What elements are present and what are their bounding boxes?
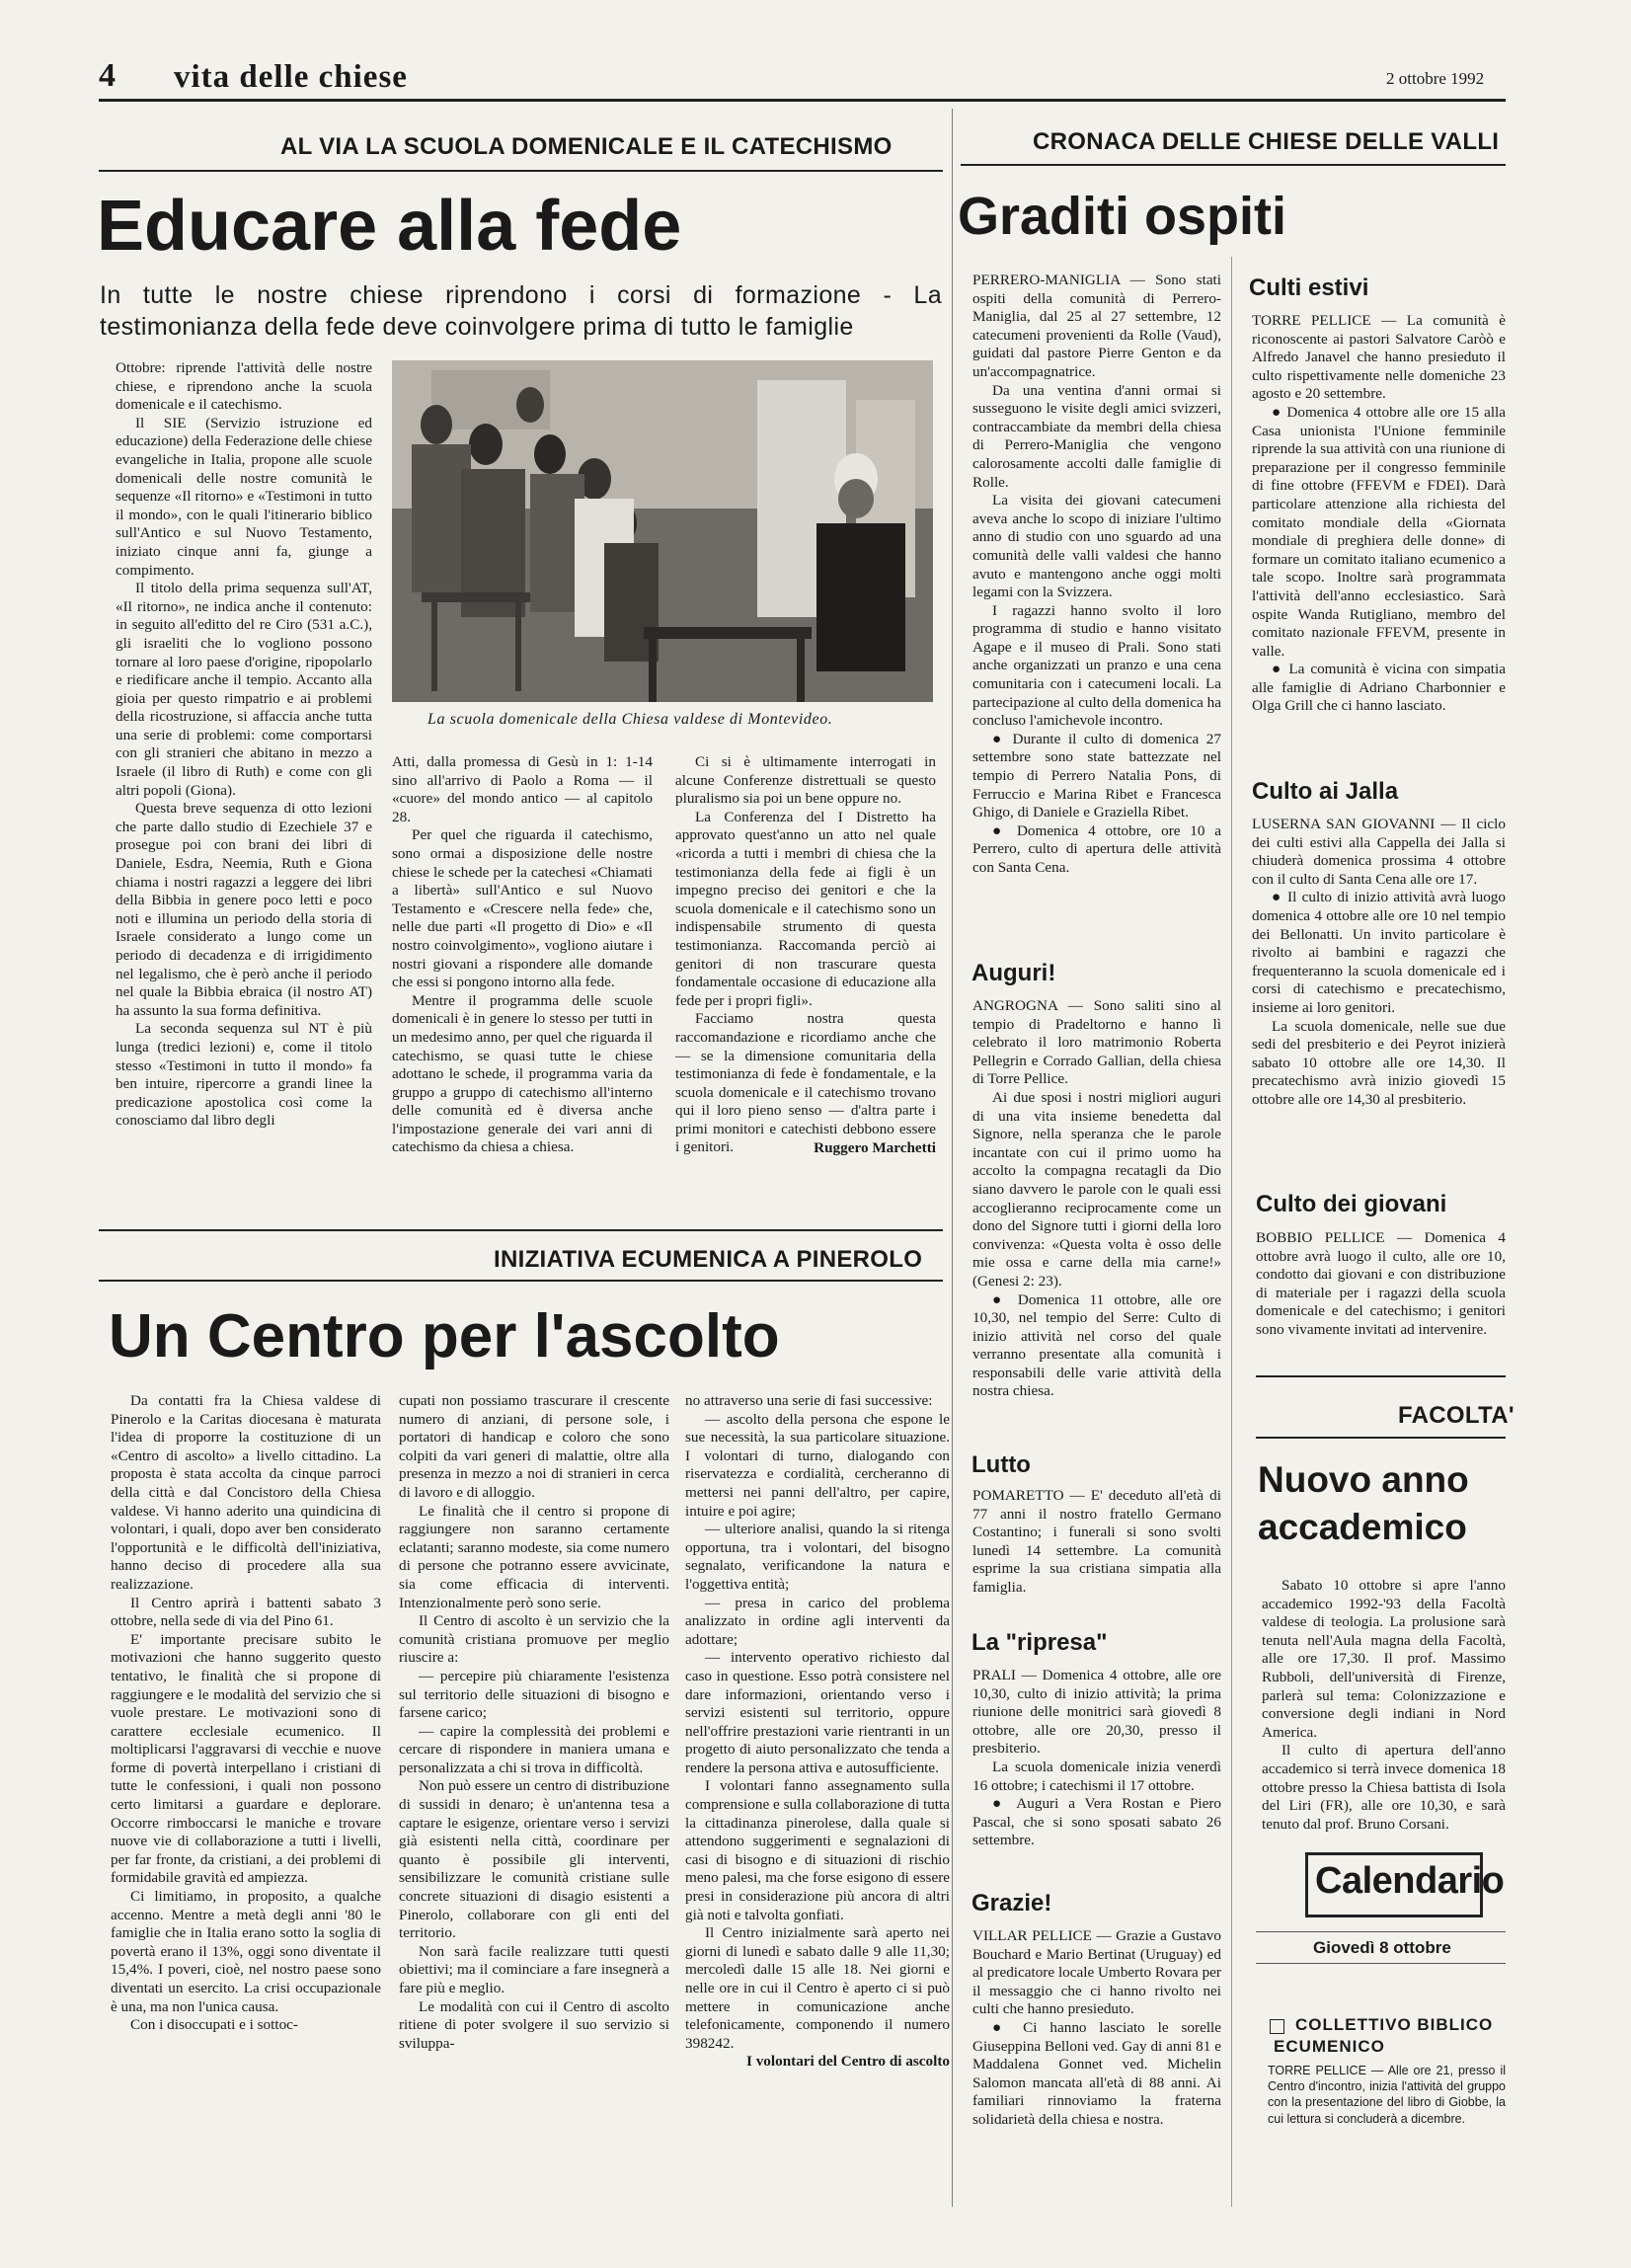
paragraph: cupati non possiamo trascurare il crescente numero di anziani, di persone sole, i portatori di handicap e coloro che sono colpiti da vari generi di malattie, oltre alla presenza in mezzo a noi di stranieri in cerca di lavoro e di alloggio.: [399, 1392, 669, 1501]
culti-text: [1252, 312, 1506, 716]
calendario-date: Giovedì 8 ottobre: [1313, 1938, 1451, 1957]
paragraph: Ai due sposi i nostri migliori auguri di una vita insieme benedetta dal Signore, nella speranza che le parole incantate con cui il primo uomo ha accolto la compagna recatagli da Dio siano davvero le parole con le quali essi accoglieranno reciprocamente come un dono del Signore tutti i giorni della loro convivenza: «Questa volta è osso delle mie ossa e carne della mia carne!» (Genesi 2: 23).: [972, 1088, 1221, 1290]
paragraph: PERRERO-MANIGLIA — Sono stati ospiti della comunità di Perrero-Maniglia, dal 25 al 27 settembre, 12 catecumeni provenienti da Rolle (Vaud), guidati dal pastore Pierre Genton e da un'accompagnatrice.: [972, 272, 1221, 380]
centro-col1: [111, 1392, 381, 2035]
paragraph: Le modalità con cui il Centro di ascolto ritiene di poter svolgere il suo servizio si sviluppa-: [399, 1997, 669, 2052]
paragraph: Il Centro di ascolto è un servizio che la comunità cristiana promuove per meglio riuscire a:: [399, 1612, 669, 1667]
centro-col2: [399, 1392, 669, 2053]
paragraph: La scuola domenicale, nelle sue due sedi del presbiterio e dei Peyrot inizierà sabato 10 ottobre alle ore 14,30. Il precatechismo avrà inizio giovedì 15 ottobre alle ore 14,30 al presbiterio.: [1252, 1017, 1506, 1108]
ripresa-text: [972, 1667, 1221, 1850]
paragraph: Il culto di apertura dell'anno accademico si terrà invece domenica 18 ottobre presso la Chiesa battista di Isola del Liri (FR), alle ore 10,30, e sarà tenuto dal prof. Bruno Corsani.: [1262, 1742, 1506, 1833]
paragraph: no attraverso una serie di fasi successive:: [685, 1392, 933, 1409]
giovani-text: [1256, 1229, 1506, 1340]
paragraph: Atti, dalla promessa di Gesù in 1: 1-14 sino all'arrivo di Paolo a Roma — il «cuore» del mondo antico — al capitolo 28.: [392, 753, 653, 825]
paragraph: Ci si è ultimamente interrogati in alcune Conferenze distrettuali se questo pluralismo sia poi un bene oppure no.: [675, 753, 936, 808]
paragraph: ● Auguri a Vera Rostan e Piero Pascal, che si sono sposati sabato 26 settembre.: [972, 1795, 1221, 1849]
paragraph: — ulteriore analisi, quando la si ritenga opportuna, tra i volontari, del bisogno segnalato, verificandone la natura e l'oggettiva entità;: [685, 1521, 950, 1593]
paragraph: — ascolto della persona che espone le sue necessità, la sua particolare situazione. I volontari di turno, dialogando con riservatezza e cordialità, cercheranno di mettersi nei panni dell'altro, per capire, intuire e poi agire;: [685, 1410, 950, 1520]
facolta-top-rule: [1256, 1375, 1506, 1377]
paragraph: Il SIE (Servizio istruzione ed educazione) della Federazione delle chiese evangeliche in Italia, propone alle scuole domenicali delle nostre comunità le sequenze «Il ritorno» e «Testimoni in tutto il mondo», con le quali l'itinerario biblico sull'Antico e sul Nuovo Testamento, iniziato cinque anni fa, giunge a compimento.: [116, 414, 372, 579]
paragraph: Il Centro aprirà i battenti sabato 3 ottobre, nella sede di via del Pino 61.: [111, 1594, 381, 1630]
photo-caption: La scuola domenicale della Chiesa valdese di Montevideo.: [427, 711, 833, 728]
centro-kicker-rule: [99, 1280, 943, 1282]
facolta-kicker: FACOLTA': [1398, 1402, 1514, 1429]
calendario-date-rule: [1256, 1963, 1506, 1964]
facolta-kicker-rule: [1256, 1437, 1506, 1439]
giovani-heading: Culto dei giovani: [1256, 1191, 1447, 1217]
graditi-text: [972, 272, 1221, 878]
calendario-event-title-2: ECUMENICO: [1274, 2037, 1385, 2056]
auguri-heading: Auguri!: [971, 960, 1056, 986]
centro-kicker: INIZIATIVA ECUMENICA A PINEROLO: [494, 1246, 923, 1273]
paragraph: Da una ventina d'anni ormai si susseguono le visite degli amici svizzeri, contraccambiate da membri della chiesa di Perrero-Maniglia che vengono calorosamente accolti dalle famiglie di Rolle.: [972, 381, 1221, 491]
paragraph: POMARETTO — E' deceduto all'età di 77 anni il nostro fratello Germano Costantino; i funerali si sono svolti lunedì 14 settembre. La comunità esprime la sua cristiana simpatia alla famiglia.: [972, 1487, 1221, 1596]
ripresa-heading: La "ripresa": [971, 1629, 1108, 1656]
left-kicker: AL VIA LA SCUOLA DOMENICALE E IL CATECHISMO: [280, 133, 893, 160]
paragraph: ● Domenica 4 ottobre alle ore 15 alla Casa unionista l'Unione femminile riprende la sua attività con una riunione di preparazione per il congresso femminile di fine ottobre (FFEVM e FDEI). Darà particolare attenzione alla richiesta del comitato mondiale della «Giornata mondiale di preghiera delle donne» di formare un comitato italiano ecumenico a tale scopo. Inoltre sarà programmata l'attività dell'anno ecclesiastico. Sarà ospite Wanda Rutigliano, membro del comitato nazionale FFEVM, presente in valle.: [1252, 403, 1506, 660]
paragraph: Questa breve sequenza di otto lezioni che parte dallo studio di Ezechiele 37 e prosegue poi con brani dei libri di Daniele, Esdra, Neemia, Ruth e Giona chiama i nostri ragazzi a leggere dei libri della Bibbia in genere poco letti e poco noti e illumina un periodo della storia di Israele considerato a lungo come un periodo di decadenza e di irrigidimento nel legalismo, che è però anche il periodo nel quale la Bibbia ebraica (il nostro AT) ha assunto la sua forma definitiva.: [116, 800, 372, 1019]
column-divider: [1231, 257, 1232, 2207]
issue-date: 2 ottobre 1992: [1386, 69, 1485, 88]
page-number: 4: [99, 57, 116, 94]
paragraph: La visita dei giovani catecumeni aveva anche lo scopo di iniziare l'ultimo anno di studio con uno sguardo ad una comunità delle valli valdesi che hanno avuto e mantengono anche oggi molti legami con la Svizzera.: [972, 492, 1221, 601]
column-divider: [952, 109, 953, 2207]
paragraph: Il Centro inizialmente sarà aperto nei giorni di lunedì e sabato dalle 9 alle 11,30; mercoledì dalle 15 alle 18. Nei giorni e nelle ore in cui il Centro è aperto ci si può mettere in comunicazione anche telefonicamente, componendo il numero 398242.: [685, 1924, 950, 2052]
centro-headline: Un Centro per l'ascolto: [109, 1302, 780, 1370]
paragraph: PRALI — Domenica 4 ottobre, alle ore 10,30, culto di inizio attività; la prima riunione delle monitrici sarà giovedì 8 ottobre, alle ore 20,30, presso il presbiterio.: [972, 1667, 1221, 1758]
facolta-text: [1262, 1577, 1506, 1834]
jalla-heading: Culto ai Jalla: [1252, 778, 1399, 805]
right-kicker: CRONACA DELLE CHIESE DELLE VALLI: [1033, 128, 1500, 155]
paragraph: ANGROGNA — Sono saliti sino al tempio di Pradeltorno e hanno lì celebrato il loro matrimonio Roberta Pellegrin e Corrado Gallian, della chiesa di Torre Pellice.: [972, 997, 1221, 1088]
paragraph: Per quel che riguarda il catechismo, sono ormai a disposizione delle nostre chiese le schede per la catechesi «Chiamati a libertà» sull'Antico e sul Nuovo Testamento e «Crescere nella fede» che, nelle due parti «Il progetto di Dio» e «Il nostro coinvolgimento», vogliono aiutare i nostri giovani a rispondere alle domande che essi si pongono intorno alla fede.: [392, 826, 653, 991]
right-headline: Graditi ospiti: [958, 187, 1287, 246]
right-kicker-rule: [961, 164, 1506, 166]
paragraph: Non può essere un centro di distribuzione di sussidi in denaro; è un'antenna tesa a captare le esigenze, orientare verso i servizi già esistenti nella città, coordinare per quanto è possibile gli interventi, sensibilizzare le comunità cristiane sulle concrete situazioni di disagio esistenti a Pinerolo, collaborare con gli enti del territorio.: [399, 1777, 669, 1942]
paragraph: — capire la complessità dei problemi e cercare di rispondere in maniera umana e personalizzata a chi si trova in difficoltà.: [399, 1722, 669, 1776]
paragraph: Il titolo della prima sequenza sull'AT, «Il ritorno», ne indica anche il contenuto: in seguito all'editto del re Ciro (531 a.C.), gli israeliti che lo vogliono possono tornare al loro paese d'origine, ripopolarlo e riedificare anche il tempio. Accanto alla gioia per questo rimpatrio e ai problemi della ricostruzione, si affaccia anche tutta una serie di problemi: come comportarsi con gli stranieri che abitano in mezzo a Israele (il libro di Ruth) e come con gli altri popoli (Giona).: [116, 580, 372, 799]
centro-top-rule: [99, 1229, 943, 1231]
jalla-text: [1252, 816, 1506, 1110]
paragraph: ● Domenica 11 ottobre, alle ore 10,30, nel tempio del Serre: Culto di inizio attività nel corso del quale verranno presentate alla comunità i responsabili delle varie attività della nostra chiesa.: [972, 1290, 1221, 1400]
paragraph: Da contatti fra la Chiesa valdese di Pinerolo e la Caritas diocesana è maturata l'idea di proporre la costituzione di un «Centro di ascolto» a livello cittadino. La proposta è stata accolta da cinque parroci della città e dal Concistoro della Chiesa valdese. Vi hanno aderito una quindicina di volontari, i quali, dopo aver ben considerato l'opportunità e le difficoltà dell'iniziativa, hanno deciso di procedere alla sua realizzazione.: [111, 1392, 381, 1593]
paragraph: La seconda sequenza sul NT è più lunga (tredici lezioni) e, come il titolo stesso «Testimoni in tutto il mondo» fa ben intuire, ripercorre a grandi linee la predicazione apostolica così come la conosciamo dal libro degli: [116, 1020, 372, 1130]
paragraph: ● Ci hanno lasciato le sorelle Giuseppina Belloni ved. Gay di anni 81 e Maddalena Gonnet ved. Michelin Salomon mancata all'età di 88 anni. Ai familiari rinnoviamo la fraterna solidarietà della chiesa e nostra.: [972, 2018, 1221, 2128]
checkbox-icon: [1270, 2019, 1284, 2034]
left-headline: Educare alla fede: [97, 187, 682, 266]
paragraph: Con i disoccupati e i sottoc-: [130, 2016, 298, 2034]
author-signature: Ruggero Marchetti: [814, 1139, 936, 1157]
left-kicker-rule: [99, 170, 943, 172]
paragraph: Mentre il programma delle scuole domenicali è in genere lo stesso per tutti in un medesimo anno, per quel che riguarda il catechismo, se quasi tutte le chiese adottano le schede, il programma varia da gruppo a gruppo di catechismo all'interno delle comunità ed è diversa anche l'impostazione generale dei vari anni di catechismo da chiesa a chiesa.: [392, 991, 653, 1156]
paragraph: ● La comunità è vicina con simpatia alle famiglie di Adriano Charbonnier e Olga Grill che ci hanno lasciato.: [1252, 661, 1506, 715]
paragraph: LUSERNA SAN GIOVANNI — Il ciclo dei culti estivi alla Cappella dei Jalla si chiuderà domenica prossima 4 ottobre con il culto di Santa Cena alle ore 17.: [1252, 816, 1506, 888]
paragraph: Le finalità che il centro si propone di raggiungere non saranno certamente eclatanti; saranno modeste, sia come numero di persone che potranno essere avvicinate, sia come efficacia di interventi. Intenzionalmente però sono serie.: [399, 1502, 669, 1611]
culti-heading: Culti estivi: [1249, 274, 1369, 301]
paragraph: VILLAR PELLICE — Grazie a Gustavo Bouchard e Mario Bertinat (Uruguay) ed al predicatore locale Umberto Rovara per il messaggio che ci hanno rivolto nei culti che hanno presieduto.: [972, 1927, 1221, 2018]
section-title: vita delle chiese: [174, 59, 408, 95]
paragraph: ● Durante il culto di domenica 27 settembre sono state battezzate nel tempio di Perrero Natalia Pons, di Ferruccio e Marina Ribet e Francesca Ghigo, di Daniele e Graziella Ribet.: [972, 730, 1221, 821]
grazie-text: [972, 1927, 1221, 2130]
paragraph: Sabato 10 ottobre si apre l'anno accademico 1992-'93 della Facoltà valdese di teologia. La prolusione sarà tenuta nell'Aula magna della Facoltà, alle ore 17,30. Il prof. Massimo Rubboli, dell'università di Firenze, parlerà sul tema: Colonizzazione e conversione degli indiani in Nord America.: [1262, 1577, 1506, 1741]
calendario-event-title-1: COLLETTIVO BIBLICO: [1295, 2015, 1494, 2034]
left-col3: [675, 753, 936, 1158]
paragraph: Facciamo nostra questa raccomandazione e ricordiamo anche che — se la dimensione comunitaria della testimonianza di fede è fondamentale, e la scuola domenicale e il catechismo trovano qui il loro pieno senso — d'altra parte i primi monitori e catechisti debbono essere i genitori.: [675, 1010, 936, 1156]
news-photo: [392, 360, 933, 702]
paragraph: TORRE PELLICE — La comunità è riconoscente ai pastori Salvatore Caròò e Alfredo Janavel che hanno presieduto il culto rispettivamente nelle domeniche 23 agosto e 20 settembre.: [1252, 312, 1506, 403]
lutto-text: [972, 1487, 1221, 1598]
paragraph: — intervento operativo richiesto dal caso in questione. Esso potrà consistere nel dare informazioni, orientando verso i servizi esistenti sul territorio, oppure nell'offrire prestazioni varie rientranti in un progetto di aiuto personalizzato che tenda a rendere la persona attiva e autosufficiente.: [685, 1649, 950, 1776]
grazie-heading: Grazie!: [971, 1890, 1052, 1916]
paragraph: I ragazzi hanno svolto il loro programma di studio e hanno visitato Agape e il museo di Prali. Sono stati anche organizzati un pranzo e una cena comunitaria con i catecumeni locali. La partecipazione al culto della domenica ha concluso l'amichevole incontro.: [972, 601, 1221, 730]
paragraph: La scuola domenicale inizia venerdì 16 ottobre; i catechismi il 17 ottobre.: [972, 1758, 1221, 1794]
paragraph: La Conferenza del I Distretto ha approvato quest'anno un atto nel quale «ricorda a tutti i membri di chiesa che la testimonianza della fede ai figli è un impegno preciso dei genitori e che la scuola domenicale e il catechismo sono un indispensabile strumento di questa testimonianza. Raccomanda perciò ai genitori di non trascurare questa fondamentale occasione di educazione alla fede per i propri figli».: [675, 808, 936, 1009]
calendario-rule: [1256, 1931, 1506, 1932]
paragraph: ● Domenica 4 ottobre, ore 10 a Perrero, culto di apertura delle attività con Santa Cena.: [972, 821, 1221, 876]
paragraph: Non sarà facile realizzare tutti questi obiettivi; ma il cominciare a fare insegnerà a fare più e meglio.: [399, 1942, 669, 1996]
left-deck: In tutte le nostre chiese riprendono i corsi di formazione - La testimonianza della fede deve coinvolgere prima di tutto le famiglie: [100, 281, 942, 341]
auguri-text: [972, 997, 1221, 1401]
lutto-heading: Lutto: [971, 1451, 1031, 1478]
paragraph: ● Il culto di inizio attività avrà luogo domenica 4 ottobre alle ore 10 nel tempio dei Bellonatti. Un invito particolare è rivolto ai bambini e ragazzi che frequenteranno la scuola domenicale ed i corsi di catechismo e precatechismo, insieme ai loro genitori.: [1252, 889, 1506, 1016]
left-col2: [392, 753, 653, 1157]
calendario-title: Calendario: [1315, 1860, 1505, 1902]
paragraph: Ci limitiamo, in proposito, a qualche accenno. Mentre a metà degli anni '80 le famiglie che in Italia erano sotto la soglia di povertà erano il 13%, oggi sono diventate il 15,4%. I poveri, cioè, nel nostro paese sono diventati un esercito. La crisi occupazionale è una, ma non l'unica causa.: [111, 1888, 381, 2015]
paragraph: — percepire più chiaramente l'esistenza sul territorio delle situazioni di bisogno e farsene carico;: [399, 1667, 669, 1722]
classroom-photo-illustration: [392, 360, 933, 702]
facolta-headline-line1: Nuovo anno: [1258, 1459, 1469, 1500]
paragraph: BOBBIO PELLICE — Domenica 4 ottobre avrà luogo il culto, alle ore 10, condotto dai giovani e con distribuzione di materiale per i ragazzi della scuola domenicale e del catechismo; i genitori sono vivamente invitati ad intervenire.: [1256, 1229, 1506, 1338]
calendario-event-text: TORRE PELLICE — Alle ore 21, presso il Centro d'incontro, inizia l'attività del gruppo con la presentazione del libro di Giobbe, la cui lettura si concluderà a dicembre.: [1268, 2064, 1506, 2126]
centro-col3: [685, 1392, 950, 2072]
facolta-headline-line2: accademico: [1258, 1507, 1467, 1547]
paragraph: E' importante precisare subito le motivazioni che hanno suggerito questo tentativo, le finalità che si propone di raggiungere e le modalità del servizio che si vuole prestare. Le motivazioni sono di carattere ecclesiale ecumenico. Il moltiplicarsi l'aggravarsi di vecchie e nuove forme di povertà interpellano i cristiani di tutte le confessioni, i quali non possono certo limitarsi a guardare e deplorare. Occorre rimboccarsi le maniche e trovare nuove vie di collaborazione a tutti i livelli, per far fronte, da cristiani, a dei problemi di formidabile gravità ed ampiezza.: [111, 1630, 381, 1887]
paragraph: Ottobre: riprende l'attività delle nostre chiese, e riprendono anche la scuola domenicale e il catechismo.: [116, 359, 372, 414]
author-signature: I volontari del Centro di ascolto: [745, 2053, 950, 2071]
masthead-rule: [99, 99, 1506, 102]
paragraph: I volontari fanno assegnamento sulla comprensione e sulla collaborazione di tutta la cittadinanza pinerolese, dalla quale si attendono suggerimenti e segnalazioni di casi di bisogno e di situazioni di rischio meno palesi, ma che forse esigono di essere presi in considerazione più ancora di altri già noti e talvolta gonfiati.: [685, 1777, 950, 1923]
paragraph: — presa in carico del problema analizzato in ordine agli interventi da adottare;: [685, 1594, 950, 1648]
left-col1: [116, 359, 372, 1131]
